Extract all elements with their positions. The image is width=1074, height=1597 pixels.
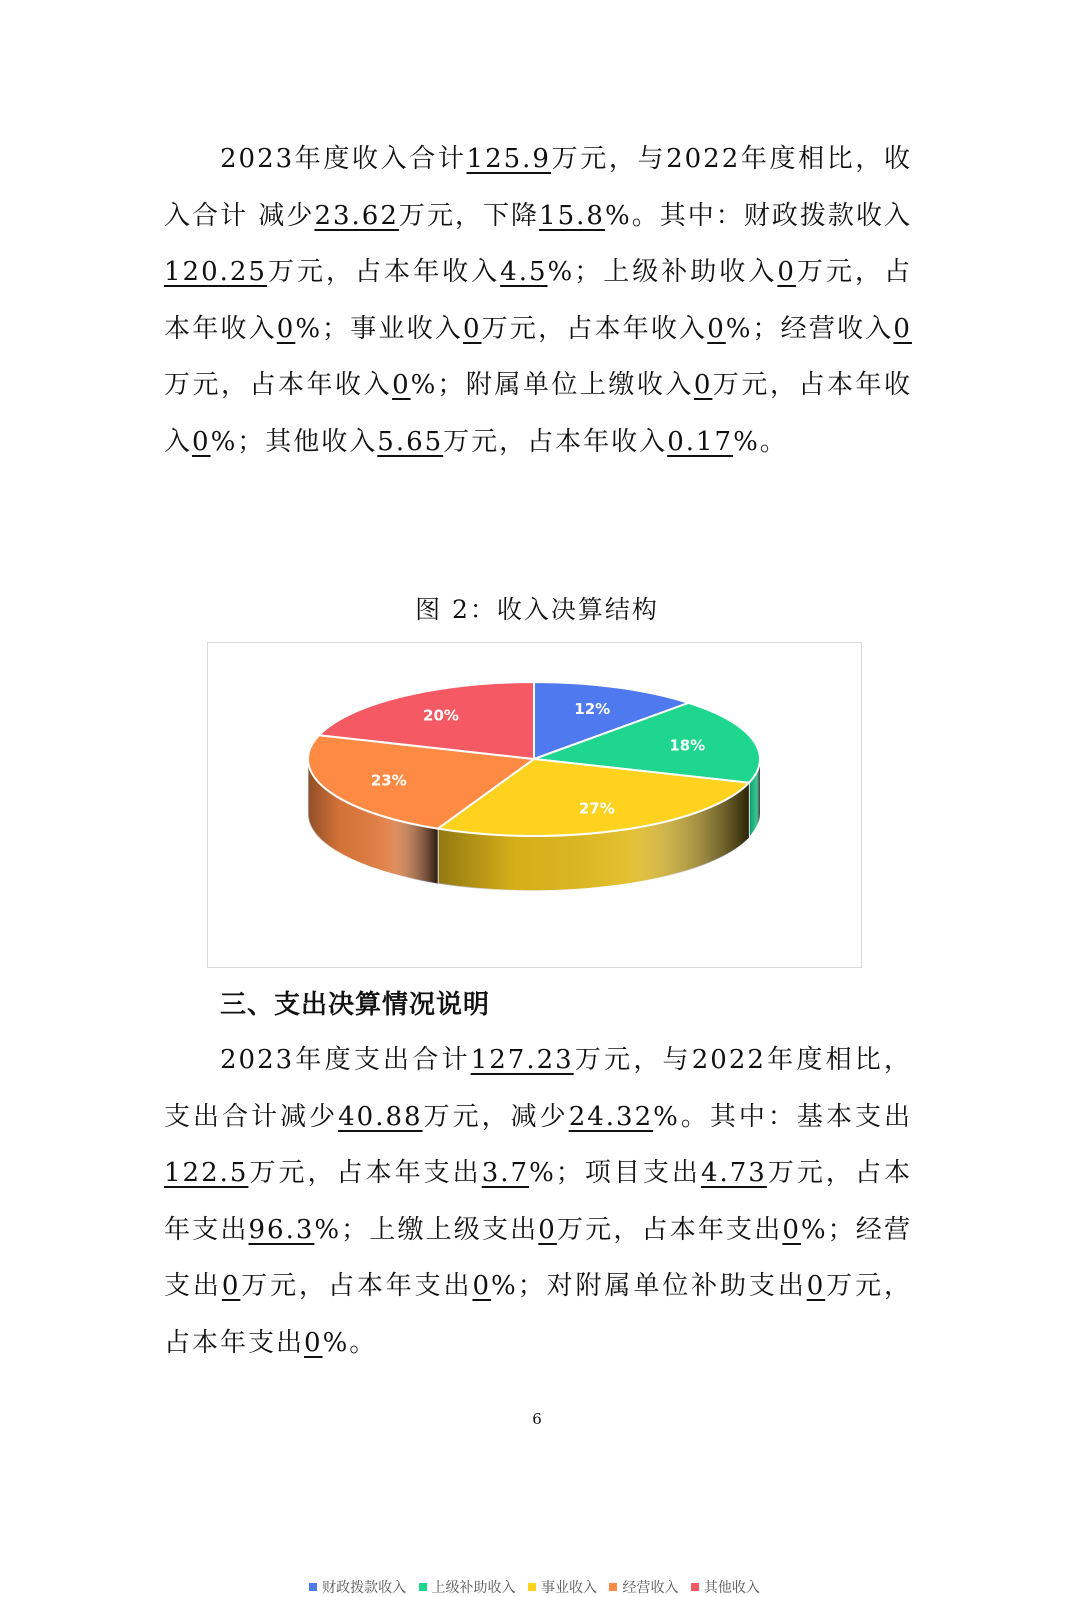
value: 0 (221, 1271, 241, 1301)
legend-label: 上级补助收入 (431, 1580, 516, 1596)
text: 万元，占本年支出 (556, 1214, 783, 1245)
text: 万元，占本年收入 (481, 313, 708, 344)
text: 万元，与2022年度相比，支出合计减少 (164, 1045, 913, 1132)
pie-label-1: 18% (669, 736, 706, 755)
value: 0.17 (667, 426, 734, 457)
value: 0 (893, 313, 912, 344)
text: %；经营收入 (725, 313, 894, 344)
text: 2023年度支出合计 (220, 1045, 471, 1075)
pie-label-4: 20% (423, 706, 459, 725)
text: %；上级补助收入 (547, 257, 778, 287)
value: 24.32 (568, 1101, 654, 1132)
value: 0 (276, 313, 296, 344)
legend-item (609, 1577, 678, 1597)
value: 0 (392, 370, 411, 400)
legend-item (528, 1577, 597, 1597)
pie-label-0: 12% (574, 699, 611, 718)
text: %；经营支出 (164, 1214, 912, 1301)
value: 0 (777, 257, 796, 287)
text: 万元，占本年支出 (164, 1158, 912, 1245)
text: %。其中：基本支出 (653, 1101, 912, 1132)
figure-title: 图 2：收入决算结构 (415, 595, 659, 624)
value: 0 (304, 1327, 323, 1358)
text: %。 (733, 426, 788, 457)
text: 万元，占本年收入 (164, 370, 912, 457)
text: 万元，占本年支出 (240, 1271, 473, 1301)
value: 5.65 (377, 426, 444, 457)
value: 96.3 (248, 1214, 315, 1245)
text: %；项目支出 (529, 1158, 701, 1188)
value: 4.73 (700, 1158, 767, 1188)
pie-label-2: 27% (578, 799, 615, 818)
chart-legend (208, 1577, 861, 1597)
text: %。 (322, 1327, 378, 1358)
text: %；事业收入 (295, 313, 463, 344)
value: 127.23 (470, 1045, 574, 1075)
legend-swatch (528, 1583, 536, 1591)
text: %；其他收入 (210, 426, 378, 457)
text: 万元，占本年收入 (266, 257, 501, 287)
value: 3.7 (481, 1158, 530, 1188)
value: 122.5 (164, 1158, 249, 1188)
value: 0 (782, 1214, 801, 1245)
pie-tops (308, 682, 760, 836)
text: %；对附属单位补助支出 (491, 1271, 807, 1301)
legend-label: 经营收入 (622, 1580, 679, 1596)
legend-item (419, 1577, 516, 1597)
legend-label: 事业收入 (541, 1580, 597, 1596)
legend-label: 财政拨款收入 (322, 1580, 407, 1596)
value: 40.88 (338, 1101, 423, 1132)
value: 23.62 (314, 200, 399, 231)
pie-chart-svg (208, 643, 860, 965)
expenditure-paragraph (164, 1032, 912, 1371)
value: 0 (472, 1271, 492, 1301)
text: %。其中：财政拨款收入 (604, 200, 912, 231)
value: 0 (693, 370, 713, 400)
value: 0 (462, 313, 482, 344)
value: 120.25 (164, 257, 267, 287)
text: %；附属单位上缴收入 (410, 370, 694, 400)
text: 万元，占本年收入 (443, 426, 668, 457)
legend-swatch (309, 1583, 317, 1591)
legend-swatch (419, 1583, 427, 1591)
text: 万元，下降 (398, 200, 540, 231)
text: 万元，占本年收入 (164, 257, 912, 344)
legend-item (309, 1577, 406, 1597)
legend-swatch (609, 1583, 617, 1591)
text: 万元，占本年支出 (248, 1158, 482, 1188)
pie-label-3: 23% (370, 771, 407, 790)
value: 125.9 (466, 144, 551, 174)
value: 0 (538, 1214, 557, 1245)
value: 0 (806, 1271, 826, 1301)
page-number: 6 (532, 1410, 542, 1428)
legend-label: 其他收入 (703, 1580, 760, 1596)
income-paragraph (164, 131, 912, 470)
text: %；上缴上级支出 (314, 1214, 539, 1245)
text: 万元，占本年支出 (164, 1271, 912, 1358)
text: 2023年度收入合计 (220, 144, 467, 174)
legend-item (691, 1577, 760, 1597)
text: 万元，占本年收入 (164, 370, 393, 400)
text: 万元，减少 (422, 1101, 569, 1132)
value: 4.5 (500, 257, 548, 287)
legend-swatch (691, 1583, 699, 1591)
value: 15.8 (539, 200, 605, 231)
value: 0 (707, 313, 726, 344)
value: 0 (192, 426, 211, 457)
text: 万元，与2022年度相比，收入合计 减少 (164, 144, 912, 231)
section-heading: 三、支出决算情况说明 (220, 990, 491, 1020)
